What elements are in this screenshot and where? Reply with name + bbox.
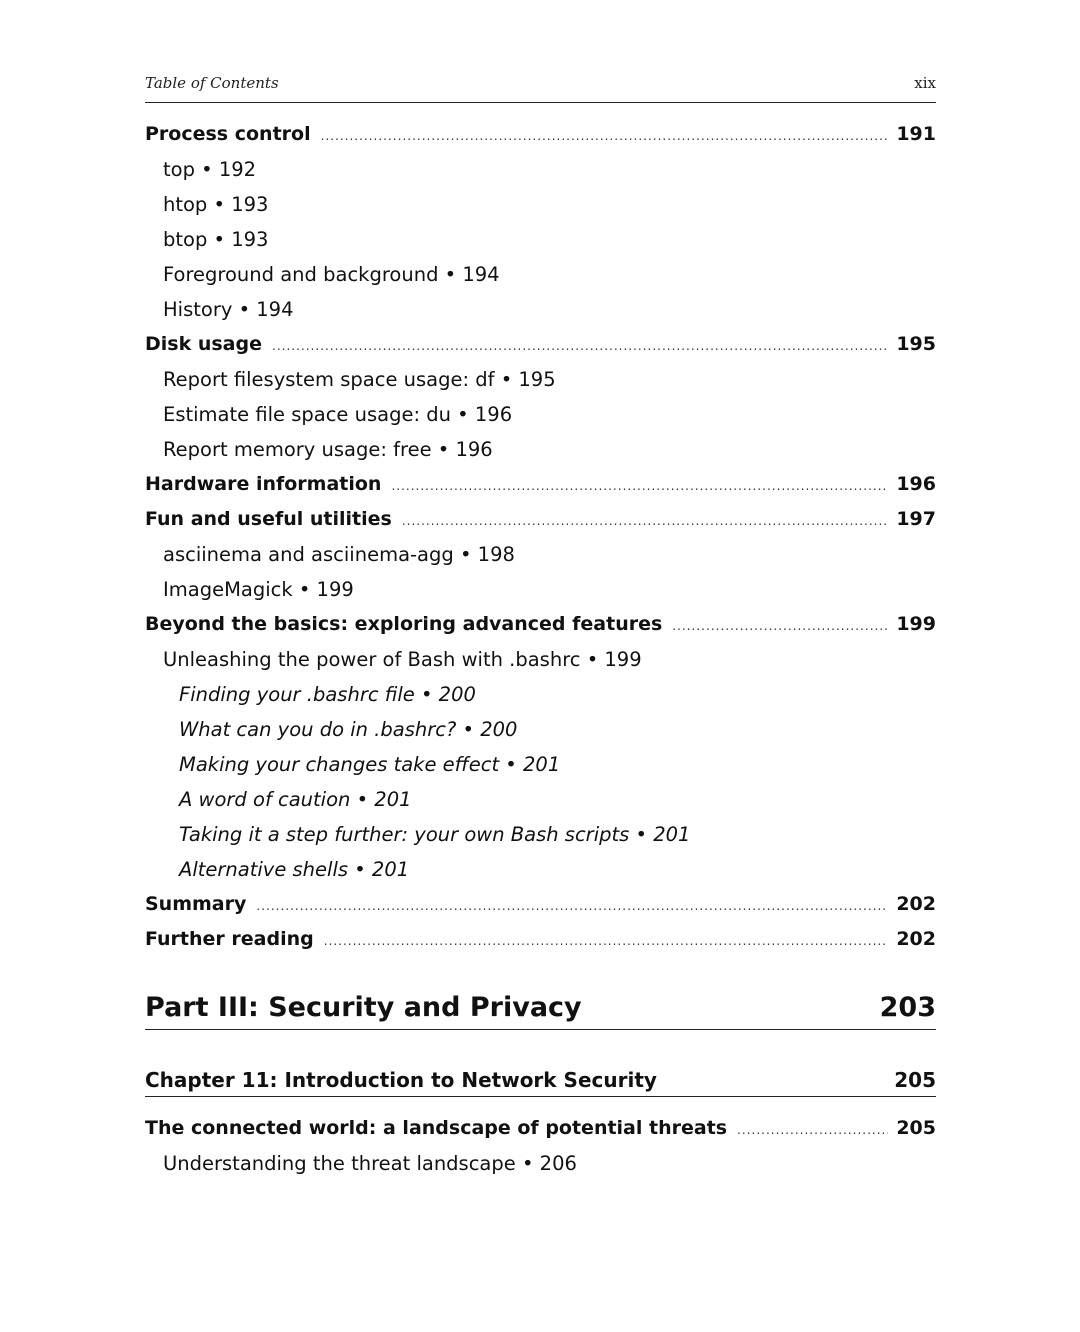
dot-leader — [391, 469, 888, 504]
toc-subsubsection-entry[interactable]: Taking it a step further: your own Bash scripts • 201 — [179, 823, 691, 846]
toc-section-title: Further reading — [145, 928, 314, 950]
toc-subsection-entry[interactable]: Unleashing the power of Bash with .bashrc • 199 — [163, 648, 642, 671]
toc-section-title: Hardware information — [145, 473, 382, 495]
toc-section-entry[interactable] — [145, 117, 936, 152]
toc-page-number: 199 — [896, 613, 936, 635]
toc-section-entry[interactable] — [145, 922, 936, 957]
toc-subsection-entry[interactable]: Report memory usage: free • 196 — [163, 438, 493, 461]
toc-section-title: Process control — [145, 123, 311, 145]
toc-page-number: 205 — [896, 1117, 936, 1139]
toc-subsection-entry[interactable]: History • 194 — [163, 298, 294, 321]
toc-page-number: 202 — [896, 928, 936, 950]
part-heading[interactable] — [145, 986, 936, 1030]
dot-leader — [256, 889, 888, 924]
toc-subsection-entry[interactable]: ImageMagick • 199 — [163, 578, 354, 601]
dot-leader — [672, 609, 888, 644]
toc-subsubsection-entry[interactable]: Making your changes take effect • 201 — [179, 753, 561, 776]
dot-leader — [321, 119, 889, 154]
toc-subsection-entry[interactable]: top • 192 — [163, 158, 257, 181]
toc-page-number: 202 — [896, 893, 936, 915]
chapter-title: Chapter 11: Introduction to Network Security — [145, 1067, 657, 1092]
toc-subsubsection-entry[interactable]: Alternative shells • 201 — [179, 858, 410, 881]
part-title: Part III: Security and Privacy — [145, 992, 582, 1023]
chapter-page-number: 205 — [894, 1067, 936, 1092]
toc-subsection-entry[interactable]: Understanding the threat landscape • 206 — [163, 1152, 577, 1175]
dot-leader — [737, 1113, 888, 1148]
dot-leader — [402, 504, 888, 539]
toc-subsection-entry[interactable]: Report filesystem space usage: df • 195 — [163, 368, 556, 391]
dot-leader — [272, 329, 888, 364]
toc-section-title: Summary — [145, 893, 247, 915]
toc-section-entry[interactable] — [145, 607, 936, 642]
toc-section-entry[interactable] — [145, 887, 936, 922]
toc-subsection-entry[interactable]: Foreground and background • 194 — [163, 263, 500, 286]
toc-section-title: Disk usage — [145, 333, 262, 355]
toc-section-title: The connected world: a landscape of potential threats — [145, 1117, 728, 1139]
toc-subsection-entry[interactable]: Estimate file space usage: du • 196 — [163, 403, 513, 426]
running-header-page-number: xix — [914, 74, 936, 92]
toc-subsubsection-entry[interactable]: Finding your .bashrc file • 200 — [179, 683, 476, 706]
toc-page-number: 196 — [896, 473, 936, 495]
toc-section-entry[interactable] — [145, 502, 936, 537]
toc-subsection-entry[interactable]: btop • 193 — [163, 228, 269, 251]
toc-subsection-entry[interactable]: asciinema and asciinema-agg • 198 — [163, 543, 515, 566]
toc-entry-list — [145, 117, 936, 957]
toc-section-entry[interactable] — [145, 1111, 936, 1146]
toc-page-number: 197 — [896, 508, 936, 530]
toc-subsubsection-entry[interactable]: What can you do in .bashrc? • 200 — [179, 718, 518, 741]
toc-section-title: Beyond the basics: exploring advanced features — [145, 613, 663, 635]
running-header — [145, 72, 936, 103]
dot-leader — [324, 924, 889, 959]
toc-page-number: 191 — [896, 123, 936, 145]
toc-section-entry[interactable] — [145, 467, 936, 502]
chapter-entry-list — [145, 1111, 936, 1181]
chapter-heading[interactable] — [145, 1063, 936, 1097]
toc-section-entry[interactable] — [145, 327, 936, 362]
toc-section-title: Fun and useful utilities — [145, 508, 392, 530]
toc-subsubsection-entry[interactable]: A word of caution • 201 — [179, 788, 412, 811]
part-page-number: 203 — [879, 992, 936, 1023]
toc-page-number: 195 — [896, 333, 936, 355]
running-header-title: Table of Contents — [145, 74, 279, 92]
toc-subsection-entry[interactable]: htop • 193 — [163, 193, 269, 216]
